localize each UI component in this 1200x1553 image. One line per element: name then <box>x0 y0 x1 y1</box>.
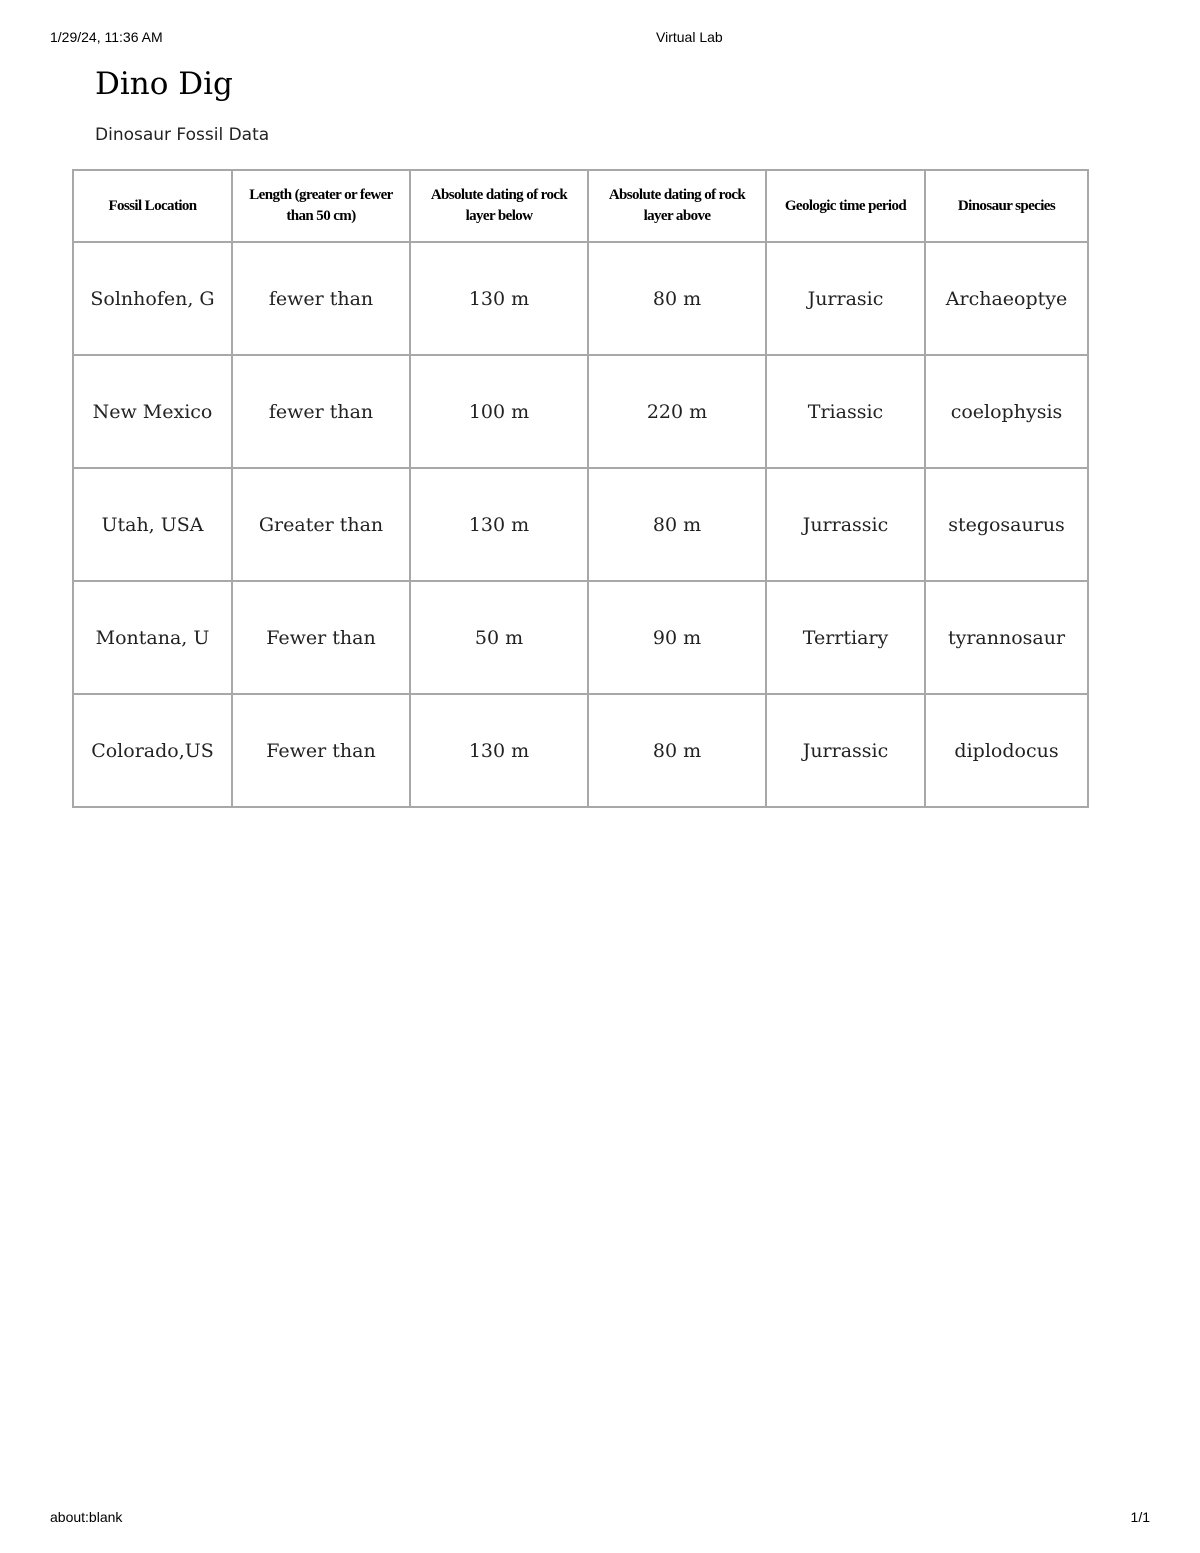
table-cell-location[interactable]: Solnhofen, G <box>73 242 232 355</box>
table-cell-species[interactable]: coelophysis <box>925 355 1088 468</box>
header-time-period: Geologic time period <box>766 170 925 242</box>
header-length: Length (greater or fewer than 50 cm) <box>232 170 410 242</box>
table-cell-dating-above[interactable]: 90 m <box>588 581 766 694</box>
table-cell-dating-below[interactable]: 130 m <box>410 242 588 355</box>
table-cell-length[interactable]: fewer than <box>232 355 410 468</box>
table-cell-time-period[interactable]: Jurrasic <box>766 242 925 355</box>
page-title: Dino Dig <box>95 66 233 102</box>
print-header-datetime: 1/29/24, 11:36 AM <box>50 29 163 45</box>
table-cell-dating-below[interactable]: 130 m <box>410 468 588 581</box>
table-cell-length[interactable]: Fewer than <box>232 581 410 694</box>
table-cell-length[interactable]: Greater than <box>232 468 410 581</box>
table-cell-species[interactable]: diplodocus <box>925 694 1088 807</box>
table-cell-time-period[interactable]: Jurrassic <box>766 468 925 581</box>
table-cell-dating-below[interactable]: 100 m <box>410 355 588 468</box>
fossil-data-table <box>72 169 1089 808</box>
header-dating-above: Absolute dating of rock layer above <box>588 170 766 242</box>
table-cell-time-period[interactable]: Terrtiary <box>766 581 925 694</box>
table-row <box>73 242 1088 355</box>
table-cell-species[interactable]: stegosaurus <box>925 468 1088 581</box>
table-cell-dating-below[interactable]: 50 m <box>410 581 588 694</box>
table-header-row <box>73 170 1088 242</box>
table-cell-dating-above[interactable]: 80 m <box>588 242 766 355</box>
print-footer-page-number: 1/1 <box>1130 1509 1150 1525</box>
table-cell-species[interactable]: Archaeoptye <box>925 242 1088 355</box>
header-species: Dinosaur species <box>925 170 1088 242</box>
header-dating-below: Absolute dating of rock layer below <box>410 170 588 242</box>
page-subtitle: Dinosaur Fossil Data <box>95 125 270 145</box>
table-cell-location[interactable]: Montana, U <box>73 581 232 694</box>
print-header-title: Virtual Lab <box>656 29 723 45</box>
table-cell-dating-above[interactable]: 80 m <box>588 694 766 807</box>
table-row <box>73 355 1088 468</box>
table-cell-species[interactable]: tyrannosaur <box>925 581 1088 694</box>
table-cell-location[interactable]: Colorado,US <box>73 694 232 807</box>
table-cell-length[interactable]: Fewer than <box>232 694 410 807</box>
table-cell-dating-above[interactable]: 80 m <box>588 468 766 581</box>
table-row <box>73 694 1088 807</box>
table-cell-dating-above[interactable]: 220 m <box>588 355 766 468</box>
table-cell-time-period[interactable]: Jurrassic <box>766 694 925 807</box>
table-cell-location[interactable]: Utah, USA <box>73 468 232 581</box>
header-fossil-location: Fossil Location <box>73 170 232 242</box>
table-row <box>73 581 1088 694</box>
table-cell-dating-below[interactable]: 130 m <box>410 694 588 807</box>
table-row <box>73 468 1088 581</box>
table-cell-length[interactable]: fewer than <box>232 242 410 355</box>
print-footer-url: about:blank <box>50 1509 123 1525</box>
table-cell-time-period[interactable]: Triassic <box>766 355 925 468</box>
table-cell-location[interactable]: New Mexico <box>73 355 232 468</box>
